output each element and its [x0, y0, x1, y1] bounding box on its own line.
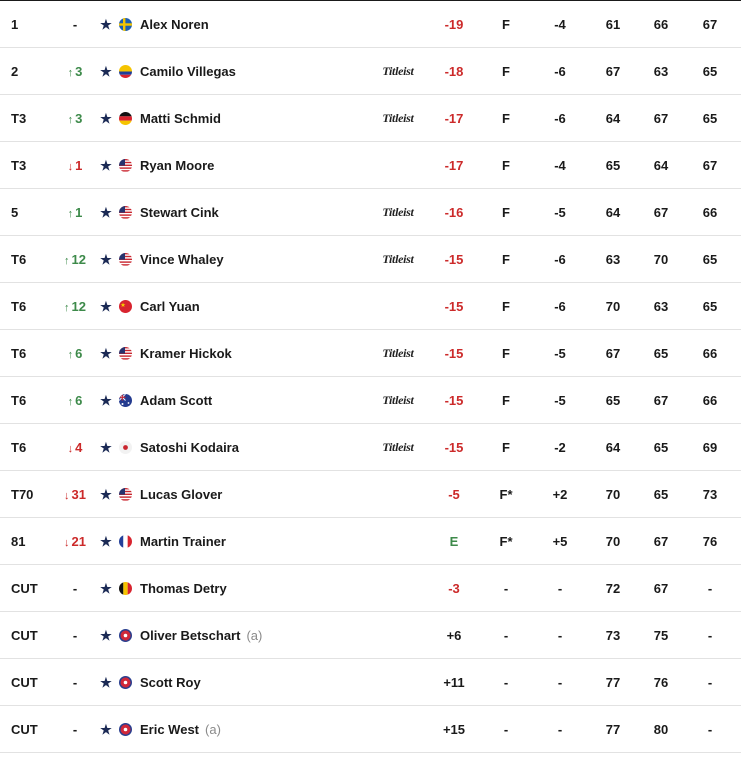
player-name[interactable]: Lucas Glover: [140, 487, 223, 502]
arrow-up-icon: ↑: [67, 114, 74, 126]
round-2-score: 67: [653, 205, 669, 220]
table-row[interactable]: [0, 330, 741, 377]
position-movement: ↓ 31: [64, 487, 86, 502]
today-score: -6: [554, 252, 566, 267]
thru: F: [502, 64, 510, 79]
round-3-score: 69: [702, 440, 718, 455]
star-icon[interactable]: ★: [100, 534, 112, 549]
round-3-score: -: [707, 722, 713, 737]
round-3-score: 66: [702, 393, 718, 408]
player-name[interactable]: Ryan Moore: [140, 158, 215, 173]
round-3-score: -: [707, 581, 713, 596]
position-movement: ↓ 4: [67, 440, 83, 455]
flag-icon: [119, 18, 132, 31]
position-movement: -: [72, 628, 78, 643]
player-name[interactable]: Stewart Cink: [140, 205, 219, 220]
thru: F: [502, 252, 510, 267]
arrow-down-icon: ↓: [67, 443, 74, 455]
table-row[interactable]: [0, 706, 741, 753]
thru: F: [502, 17, 510, 32]
round-3-score: 67: [702, 17, 718, 32]
round-1-score: 67: [605, 346, 621, 361]
star-icon[interactable]: ★: [100, 581, 112, 596]
table-row[interactable]: [0, 95, 741, 142]
player-name[interactable]: Eric West (a): [140, 722, 221, 737]
round-3-score: 76: [702, 534, 718, 549]
position-movement: ↑ 3: [67, 111, 83, 126]
table-row[interactable]: [0, 518, 741, 565]
round-2-score: 65: [653, 487, 669, 502]
total-score: -15: [444, 299, 464, 314]
today-score: -: [557, 722, 563, 737]
star-icon[interactable]: ★: [100, 299, 112, 314]
table-row[interactable]: [0, 48, 741, 95]
round-2-score: 65: [653, 440, 669, 455]
round-3-score: 65: [702, 111, 718, 126]
round-1-score: 67: [605, 64, 621, 79]
round-1-score: 72: [605, 581, 621, 596]
table-row[interactable]: [0, 189, 741, 236]
flag-icon: [119, 535, 132, 548]
round-3-score: 66: [702, 205, 718, 220]
table-row[interactable]: [0, 424, 741, 471]
position-movement: -: [72, 722, 78, 737]
thru: -: [503, 675, 509, 690]
thru: -: [503, 722, 509, 737]
player-name[interactable]: Satoshi Kodaira: [140, 440, 239, 455]
total-score: +15: [442, 722, 466, 737]
position-movement: ↑ 3: [67, 64, 83, 79]
table-row[interactable]: [0, 1, 741, 48]
titleist-logo: Titleist: [382, 252, 414, 266]
star-icon[interactable]: ★: [100, 675, 112, 690]
table-row[interactable]: [0, 659, 741, 706]
round-2-score: 67: [653, 581, 669, 596]
thru: F: [502, 299, 510, 314]
position: CUT: [11, 581, 38, 596]
table-row[interactable]: [0, 377, 741, 424]
round-2-score: 64: [653, 158, 669, 173]
position: 5: [11, 205, 19, 220]
round-1-score: 70: [605, 534, 621, 549]
star-icon[interactable]: ★: [100, 393, 112, 408]
round-3-score: 66: [702, 346, 718, 361]
round-2-score: 76: [653, 675, 669, 690]
today-score: +2: [552, 487, 568, 502]
flag-icon: [119, 629, 132, 642]
position: 81: [11, 534, 26, 549]
table-row[interactable]: [0, 612, 741, 659]
star-icon[interactable]: ★: [100, 17, 112, 32]
round-3-score: -: [707, 675, 713, 690]
round-1-score: 63: [605, 252, 621, 267]
amateur-badge: (a): [205, 722, 221, 737]
total-score: -5: [448, 487, 460, 502]
flag-icon: [119, 253, 132, 266]
position-movement: -: [72, 675, 78, 690]
position-movement: ↑ 12: [64, 252, 86, 267]
titleist-logo: Titleist: [382, 393, 414, 407]
table-row[interactable]: [0, 471, 741, 518]
thru: F*: [499, 487, 513, 502]
arrow-up-icon: ↑: [67, 349, 74, 361]
star-icon[interactable]: ★: [100, 346, 112, 361]
position: CUT: [11, 675, 38, 690]
position: 2: [11, 64, 19, 79]
player-name[interactable]: Alex Noren: [140, 17, 209, 32]
today-score: -5: [554, 205, 566, 220]
flag-icon: [119, 441, 132, 454]
round-2-score: 65: [653, 346, 669, 361]
flag-icon: [119, 582, 132, 595]
today-score: -4: [554, 17, 566, 32]
thru: F: [502, 346, 510, 361]
today-score: -2: [554, 440, 566, 455]
flag-icon: [119, 300, 132, 313]
table-row[interactable]: [0, 236, 741, 283]
flag-icon: [119, 488, 132, 501]
round-1-score: 64: [605, 205, 621, 220]
thru: F: [502, 393, 510, 408]
player-name[interactable]: Martin Trainer: [140, 534, 226, 549]
round-3-score: 73: [702, 487, 718, 502]
thru: -: [503, 581, 509, 596]
total-score: -15: [444, 440, 464, 455]
round-2-score: 75: [653, 628, 669, 643]
total-score: -15: [444, 393, 464, 408]
round-2-score: 63: [653, 299, 669, 314]
total-score: +11: [443, 675, 465, 690]
total-score: -18: [444, 64, 464, 79]
flag-icon: [119, 65, 132, 78]
round-2-score: 63: [653, 64, 669, 79]
position-movement: ↑ 12: [64, 299, 86, 314]
round-2-score: 67: [653, 111, 669, 126]
today-score: -6: [554, 299, 566, 314]
star-icon[interactable]: ★: [100, 111, 112, 126]
star-icon[interactable]: ★: [100, 722, 112, 737]
round-1-score: 65: [605, 393, 621, 408]
position-movement: -: [72, 17, 78, 32]
total-score: -17: [444, 158, 464, 173]
player-name[interactable]: Thomas Detry: [140, 581, 227, 596]
position: T3: [11, 111, 27, 126]
today-score: -5: [554, 346, 566, 361]
table-row[interactable]: [0, 565, 741, 612]
arrow-up-icon: ↑: [64, 302, 70, 314]
star-icon[interactable]: ★: [100, 628, 112, 643]
star-icon[interactable]: ★: [100, 205, 112, 220]
player-name[interactable]: Kramer Hickok: [140, 346, 232, 361]
round-1-score: 64: [605, 440, 621, 455]
player-name[interactable]: Adam Scott: [140, 393, 213, 408]
position: T3: [11, 158, 27, 173]
total-score: +6: [446, 628, 462, 643]
titleist-logo: Titleist: [382, 111, 414, 125]
total-score: -19: [444, 17, 464, 32]
round-2-score: 66: [653, 17, 669, 32]
position-movement: ↓ 21: [64, 534, 86, 549]
player-name[interactable]: Oliver Betschart (a): [140, 628, 263, 643]
position: T70: [11, 487, 34, 502]
round-3-score: 65: [702, 64, 718, 79]
thru: F: [502, 205, 510, 220]
today-score: +5: [552, 534, 568, 549]
round-1-score: 70: [605, 487, 621, 502]
position: CUT: [11, 722, 38, 737]
today-score: -: [557, 581, 563, 596]
position: T6: [11, 440, 27, 455]
total-score: E: [449, 534, 459, 549]
thru: F*: [499, 534, 513, 549]
position: T6: [11, 346, 27, 361]
total-score: -15: [444, 346, 464, 361]
flag-icon: [119, 112, 132, 125]
titleist-logo: Titleist: [382, 440, 414, 454]
thru: -: [503, 628, 509, 643]
round-1-score: 61: [605, 17, 621, 32]
table-row[interactable]: [0, 142, 741, 189]
position: 1: [11, 17, 19, 32]
star-icon[interactable]: ★: [100, 487, 112, 502]
player-name[interactable]: Scott Roy: [140, 675, 201, 690]
amateur-badge: (a): [246, 628, 263, 643]
round-1-score: 65: [605, 158, 621, 173]
flag-icon: [119, 206, 132, 219]
star-icon[interactable]: ★: [100, 252, 112, 267]
today-score: -: [557, 675, 563, 690]
round-1-score: 64: [605, 111, 621, 126]
position: CUT: [11, 628, 38, 643]
flag-icon: [119, 347, 132, 360]
round-2-score: 67: [653, 393, 669, 408]
total-score: -3: [448, 581, 460, 596]
thru: F: [502, 111, 510, 126]
total-score: -16: [444, 205, 464, 220]
titleist-logo: Titleist: [382, 205, 414, 219]
today-score: -4: [554, 158, 566, 173]
player-name[interactable]: Vince Whaley: [140, 252, 224, 267]
flag-icon: [119, 159, 132, 172]
position: T6: [11, 299, 27, 314]
today-score: -6: [554, 111, 566, 126]
today-score: -5: [554, 393, 566, 408]
today-score: -: [557, 628, 563, 643]
round-1-score: 73: [605, 628, 621, 643]
round-1-score: 77: [605, 722, 621, 737]
round-2-score: 80: [653, 722, 669, 737]
table-row[interactable]: [0, 283, 741, 330]
flag-icon: [119, 723, 132, 736]
today-score: -6: [554, 64, 566, 79]
arrow-up-icon: ↑: [64, 255, 70, 267]
round-3-score: -: [707, 628, 713, 643]
thru: F: [502, 440, 510, 455]
round-2-score: 67: [653, 534, 669, 549]
round-1-score: 70: [605, 299, 621, 314]
arrow-up-icon: ↑: [67, 396, 74, 408]
player-name[interactable]: Carl Yuan: [140, 299, 200, 314]
position: T6: [11, 252, 27, 267]
position: T6: [11, 393, 27, 408]
arrow-down-icon: ↓: [64, 537, 70, 549]
arrow-down-icon: ↓: [64, 490, 70, 502]
arrow-down-icon: ↓: [67, 161, 74, 173]
position-movement: ↑ 6: [67, 393, 83, 408]
flag-icon: [119, 676, 132, 689]
flag-icon: [119, 394, 132, 407]
position-movement: ↑ 1: [67, 205, 83, 220]
round-3-score: 67: [702, 158, 718, 173]
position-movement: ↓ 1: [67, 158, 83, 173]
star-icon[interactable]: ★: [100, 64, 112, 79]
round-3-score: 65: [702, 299, 718, 314]
round-3-score: 65: [702, 252, 718, 267]
player-name[interactable]: Matti Schmid: [140, 111, 221, 126]
position-movement: ↑ 6: [67, 346, 83, 361]
round-1-score: 77: [605, 675, 621, 690]
position-movement: -: [72, 581, 78, 596]
thru: F: [502, 158, 510, 173]
total-score: -17: [444, 111, 464, 126]
arrow-up-icon: ↑: [67, 67, 74, 79]
star-icon[interactable]: ★: [100, 440, 112, 455]
titleist-logo: Titleist: [382, 346, 414, 360]
round-2-score: 70: [653, 252, 669, 267]
star-icon[interactable]: ★: [100, 158, 112, 173]
player-name[interactable]: Camilo Villegas: [140, 64, 236, 79]
total-score: -15: [444, 252, 464, 267]
titleist-logo: Titleist: [382, 64, 414, 78]
arrow-up-icon: ↑: [67, 208, 74, 220]
